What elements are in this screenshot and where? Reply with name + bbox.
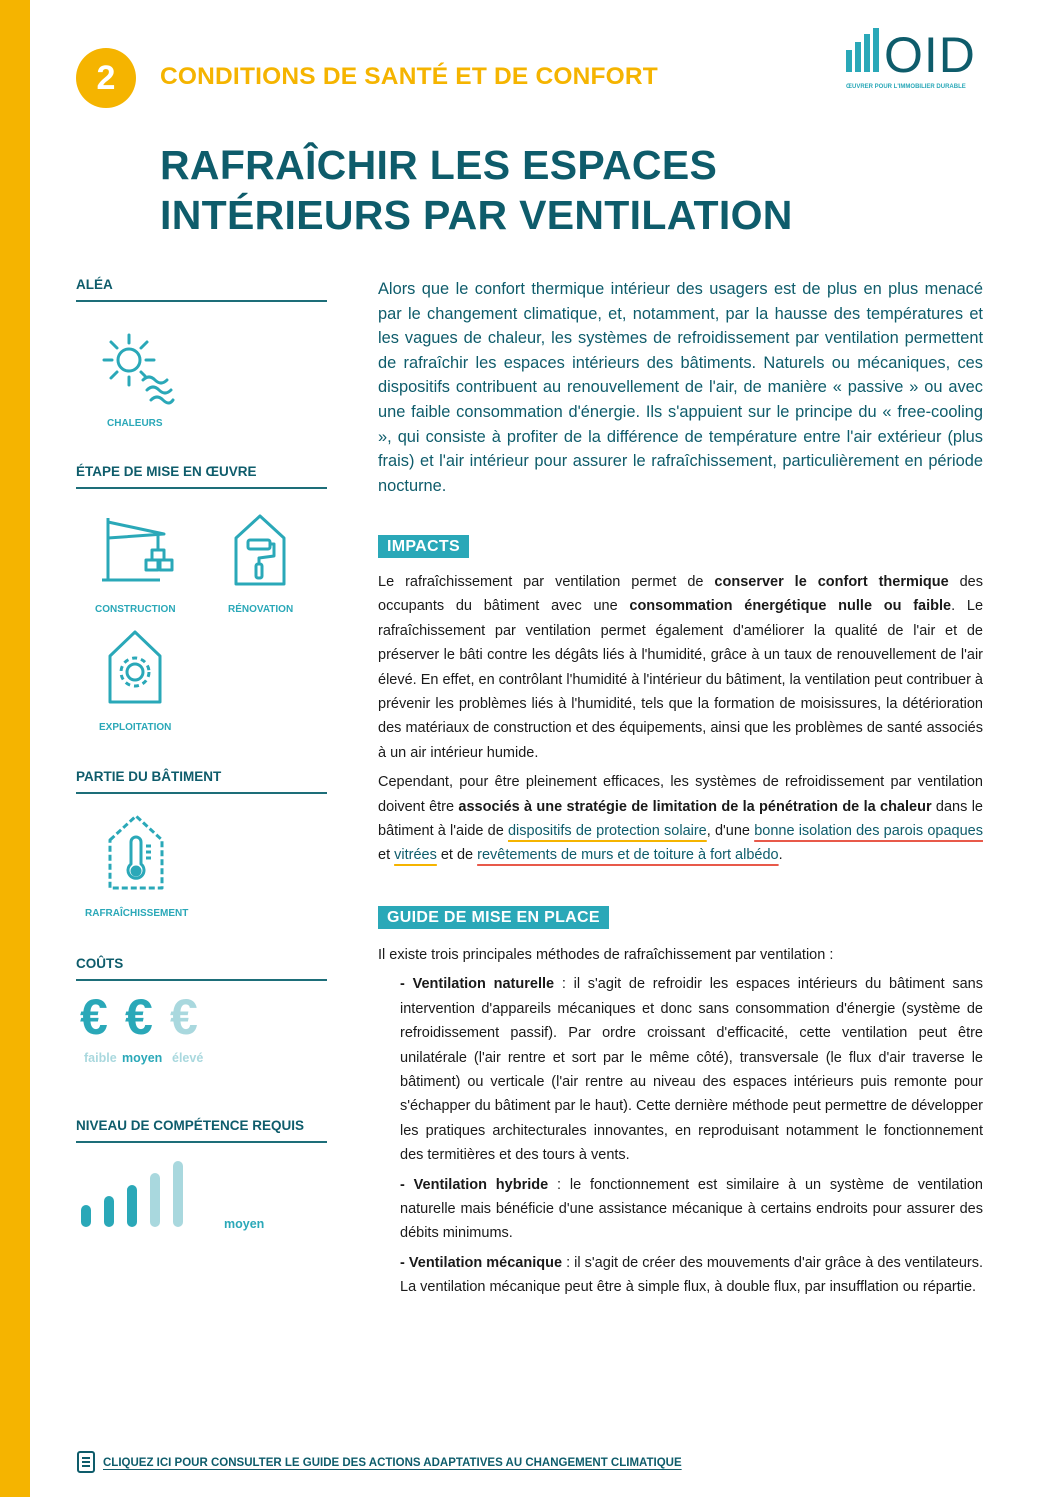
renovation-paint-roller-icon bbox=[232, 512, 288, 588]
chapter-title: CONDITIONS DE SANTÉ ET DE CONFORT bbox=[160, 63, 658, 90]
partie-divider bbox=[76, 792, 327, 794]
alea-caption: CHALEURS bbox=[107, 418, 163, 429]
guide-footer-link[interactable]: CLIQUEZ ICI POUR CONSULTER LE GUIDE DES ACTIONS ADAPTATIVES AU CHANGEMENT CLIMATIQUE bbox=[103, 1457, 682, 1469]
couts-heading: COÛTS bbox=[76, 956, 124, 971]
cost-euro-medium: € bbox=[125, 989, 153, 1045]
accent-side-bar bbox=[0, 0, 30, 1497]
guide-intro: Il existe trois principales méthodes de rafraîchissement par ventilation : bbox=[378, 947, 834, 963]
impacts-paragraph-2: Cependant, pour être pleinement efficaces, les systèmes de refroidissement par ventilation doivent être associés à une stratégie de limitation de la pénétration de la chaleur dans le bâtiment à l'aide de dispositifs de protection solaire, d'une bonne isolation des parois opaques et vitrées et de revêtements de murs et de toiture à fort albédo. bbox=[378, 774, 983, 864]
intro-paragraph: Alors que le confort thermique intérieur des usagers est de plus en plus menacé par le changement climatique, et, notamment, par la hausse des températures et les vagues de chaleur, les systèmes de refroidissement par ventilation permettent de rafraîchir les espaces intérieurs des bâtiments. Naturels ou mécaniques, ces dispositifs contribuent au renouvellement de l'air, de manière « passive » ou avec une faible consommation d'énergie. Ils s'appuient sur le principe du « free-cooling », qui consiste à profiter de la différence de température entre l'air extérieur (plus frais) et l'air intérieur pour assurer le rafraîchissement, particulièrement en période nocturne. bbox=[378, 280, 983, 495]
skill-level-bar-5 bbox=[173, 1161, 183, 1227]
partie-caption: RAFRAÎCHISSEMENT bbox=[85, 908, 189, 919]
document-icon bbox=[76, 1450, 96, 1474]
cost-label-medium: moyen bbox=[122, 1051, 163, 1065]
skill-level-bar-1 bbox=[81, 1205, 91, 1227]
impacts-body bbox=[378, 570, 983, 873]
guide-body bbox=[378, 943, 983, 1305]
alea-heading: ALÉA bbox=[76, 277, 113, 292]
exploitation-gear-house-icon bbox=[106, 628, 164, 706]
competence-divider bbox=[76, 1141, 327, 1143]
partie-heading: PARTIE DU BÂTIMENT bbox=[76, 769, 222, 784]
couts-divider bbox=[76, 979, 327, 981]
chapter-number-badge: 2 bbox=[76, 48, 136, 108]
guide-item-hybrid: - Ventilation hybride : le fonctionnement est similaire à un système de ventilation naturelle mais bénéficie d'une assistance mécanique à certains endroits pour assurer des débits minimums. bbox=[400, 1176, 983, 1242]
impacts-paragraph-1: Le rafraîchissement par ventilation permet de conserver le confort thermique des occupants du bâtiment avec une consommation énergétique nulle ou faible. Le rafraîchissement par ventilation permet également d'améliorer la qualité de l'air et de préserver le bâti contre les dégâts liés à l'humidité, grâce à un taux de renouvellement de l'air élevé. En effet, en contrôlant l'humidité à l'intérieur du bâtiment, la ventilation peut contribuer à prévenir les problèmes liés à l'humidité, tels que la formation de moisissures, la détérioration des matériaux de construction et des équipements, ainsi que les problèmes de santé associés à un air intérieur humide. bbox=[378, 574, 984, 761]
page-title-line-1: RAFRAÎCHIR LES ESPACES bbox=[160, 142, 718, 188]
cost-euro-high: € bbox=[170, 989, 198, 1045]
construction-caption: CONSTRUCTION bbox=[95, 604, 176, 615]
exploitation-caption: EXPLOITATION bbox=[99, 722, 172, 733]
logo-tagline: ŒUVRER POUR L'IMMOBILIER DURABLE bbox=[846, 84, 966, 90]
guide-item-mechanical: - Ventilation mécanique : il s'agit de créer des mouvements d'air grâce à des ventilateurs. La ventilation mécanique peut être à simple flux, à double flux, par insufflation ou répartie. bbox=[400, 1254, 983, 1296]
impacts-section-tag: IMPACTS bbox=[378, 535, 469, 558]
skill-level-bar-4 bbox=[150, 1173, 160, 1227]
renovation-caption: RÉNOVATION bbox=[228, 604, 294, 615]
skill-level-bar-2 bbox=[104, 1196, 114, 1227]
competence-value: moyen bbox=[224, 1217, 265, 1231]
guide-section-tag: GUIDE DE MISE EN PLACE bbox=[378, 906, 609, 929]
etape-heading: ÉTAPE DE MISE EN ŒUVRE bbox=[76, 464, 257, 479]
logo-wordmark: OID bbox=[884, 27, 976, 83]
heat-sun-icon bbox=[97, 330, 177, 410]
page-title-line-2: INTÉRIEURS PAR VENTILATION bbox=[160, 192, 793, 238]
competence-heading: NIVEAU DE COMPÉTENCE REQUIS bbox=[76, 1118, 305, 1133]
link-glazing[interactable]: vitrées bbox=[394, 847, 437, 864]
guide-item-natural: - Ventilation naturelle : il s'agit de refroidir les espaces intérieurs du bâtiment sans intervention d'appareils mécaniques et donc sans consommation d'énergie (système de refroidissement passif). Par ordre croissant d'efficacité, cette ventilation peut être unilatérale (l'air rentre et sort par le même côté), transversale (le flux d'air traverse le bâtiment) ou verticale (l'air rentre au niveau des espaces intérieurs puis remonte pour s'échapper du bâtiment par le haut). Cette dernière méthode peut permettre de développer les pratiques architecturales innovantes, en reproduisant notamment le fonctionnement des termitières et des tours à vents. bbox=[400, 976, 983, 1164]
construction-crane-icon bbox=[100, 516, 180, 586]
cooling-thermometer-house-icon bbox=[106, 812, 166, 892]
link-solar-protection[interactable]: dispositifs de protection solaire bbox=[507, 823, 707, 840]
cost-label-high: élevé bbox=[172, 1051, 204, 1065]
alea-divider bbox=[76, 300, 327, 302]
cost-label-low: faible bbox=[84, 1051, 117, 1065]
skill-level-bar-3 bbox=[127, 1185, 137, 1227]
page-title bbox=[160, 140, 793, 240]
link-opaque-insulation[interactable]: bonne isolation des parois opaques bbox=[754, 823, 983, 840]
etape-divider bbox=[76, 487, 327, 489]
cost-euro-low: € bbox=[80, 989, 108, 1045]
link-high-albedo[interactable]: revêtements de murs et de toiture à fort albédo bbox=[477, 847, 779, 864]
